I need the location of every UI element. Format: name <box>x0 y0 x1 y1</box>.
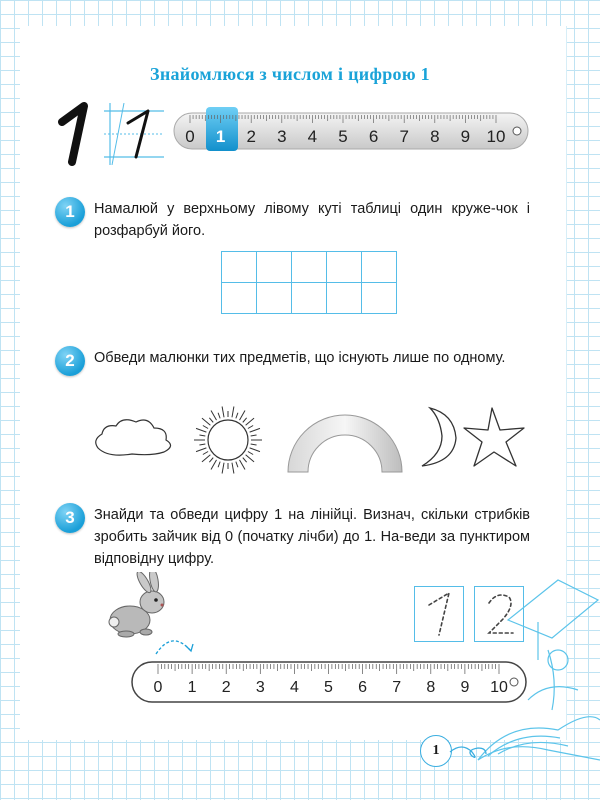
pictures-row <box>92 400 532 480</box>
empty-table[interactable] <box>221 251 397 314</box>
task-number-badge: 3 <box>55 503 85 533</box>
sun-ray <box>222 463 224 474</box>
ruler-number[interactable]: 8 <box>430 127 440 146</box>
sun-ray <box>251 444 257 445</box>
sun-ray <box>246 418 254 425</box>
star-icon[interactable] <box>464 408 524 466</box>
rainbow-icon[interactable] <box>288 415 402 472</box>
ruler-number[interactable]: 8 <box>426 679 436 696</box>
ruler-number[interactable]: 4 <box>289 679 299 696</box>
page-title: Знайомлюся з числом і цифрою 1 <box>150 64 430 84</box>
sun-ray <box>248 452 253 455</box>
printed-digit-one <box>50 100 100 170</box>
ruler-number[interactable]: 2 <box>221 679 231 696</box>
dotted-digit-one <box>415 587 463 641</box>
sun-ray <box>236 462 238 468</box>
sun-ray <box>251 435 257 436</box>
table-cell[interactable] <box>257 252 292 283</box>
table-cell[interactable] <box>292 252 327 283</box>
sun-ray <box>209 458 213 463</box>
ruler-number[interactable]: 7 <box>399 127 409 146</box>
sun-ray <box>250 428 260 432</box>
ruler-number[interactable]: 1 <box>187 679 197 696</box>
ruler-number[interactable]: 9 <box>460 679 470 696</box>
sun-ray <box>196 428 206 432</box>
ruler-number[interactable]: 7 <box>392 679 402 696</box>
table-cell[interactable] <box>327 252 362 283</box>
table-cell[interactable] <box>257 283 292 314</box>
sun-ray <box>240 460 246 470</box>
sun-ray <box>243 458 247 463</box>
ruler-number[interactable]: 0 <box>185 127 195 146</box>
task-2-text: Обведи малюнки тих предметів, що існують лише по одному. <box>94 350 506 366</box>
table-cell[interactable] <box>222 252 257 283</box>
table-cell[interactable] <box>327 283 362 314</box>
cloud-icon[interactable] <box>96 420 171 455</box>
trace-box-1[interactable] <box>414 586 464 642</box>
sun-ray <box>243 418 247 423</box>
copybook-digit-one <box>104 103 164 165</box>
sun-ray <box>240 411 246 421</box>
sun-ray <box>196 448 206 452</box>
sun-ray <box>199 444 205 445</box>
ruler-number[interactable]: 3 <box>277 127 287 146</box>
sun-ray <box>211 411 217 421</box>
sun-ray <box>246 455 254 462</box>
ruler-number[interactable]: 6 <box>368 127 379 146</box>
sun-ray <box>203 452 208 455</box>
page-number-swirl-icon <box>448 742 488 762</box>
task-3-text: Знайди та обведи цифру 1 на лінійці. Визнач, скільки стрибків зробить зайчик від 0 (початку лічби) до 1. На-веди за пунктиром відповідну цифру. <box>94 507 530 567</box>
ruler-number-highlighted[interactable]: 1 <box>215 127 226 146</box>
sun-ray <box>203 426 208 429</box>
sun-ray <box>218 462 220 468</box>
ruler-number[interactable]: 6 <box>358 679 368 696</box>
sun-ray <box>250 448 260 452</box>
sun-ray <box>232 407 234 418</box>
sun-ray <box>222 407 224 418</box>
page-number: 1 <box>420 735 452 767</box>
ruler-number[interactable]: 2 <box>246 127 256 146</box>
sun-ray <box>236 413 238 419</box>
number-ruler-top <box>172 107 532 160</box>
ruler-number[interactable]: 5 <box>338 127 348 146</box>
ruler-number[interactable]: 0 <box>153 679 163 696</box>
table-cell[interactable] <box>292 283 327 314</box>
sun-ray <box>202 418 210 425</box>
table-cell[interactable] <box>362 252 397 283</box>
moon-icon[interactable] <box>422 408 456 466</box>
task-1-text: Намалюй у верхньому лівому куті таблиці один круже-чок і розфарбуй його. <box>94 201 530 239</box>
ruler-number[interactable]: 9 <box>460 127 471 146</box>
table-cell[interactable] <box>362 283 397 314</box>
task-number-badge: 2 <box>55 346 85 376</box>
ruler-number[interactable]: 10 <box>490 679 508 696</box>
sun-ray <box>232 463 234 474</box>
ruler-number[interactable]: 4 <box>307 127 318 146</box>
sun-ray <box>211 460 217 470</box>
table-cell[interactable] <box>222 283 257 314</box>
book-owl-decoration-icon <box>468 560 600 800</box>
sun-icon[interactable] <box>194 407 262 474</box>
ruler-number[interactable]: 10 <box>486 127 506 146</box>
task-number-badge: 1 <box>55 197 85 227</box>
ruler-number[interactable]: 3 <box>255 679 265 696</box>
sun-ray <box>248 426 253 429</box>
ruler-number[interactable]: 5 <box>324 679 333 696</box>
sun-ray <box>202 455 210 462</box>
sun-ray <box>209 418 213 423</box>
sun-ray <box>199 435 205 436</box>
jump-arrow-icon <box>150 632 200 656</box>
sun-ray <box>218 413 220 419</box>
